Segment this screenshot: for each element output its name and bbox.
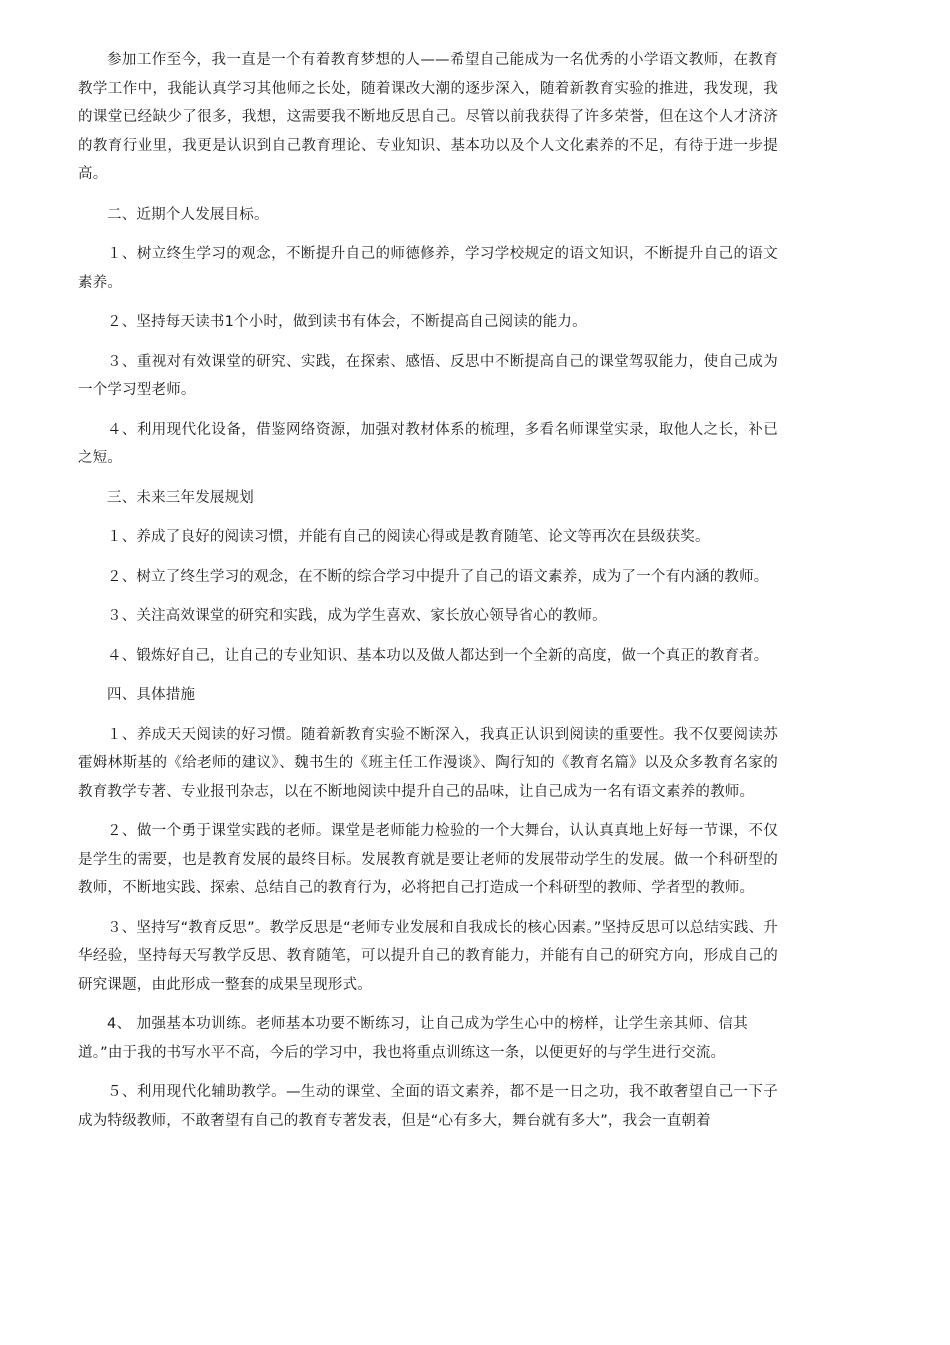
goal-item-2: ２、坚持每天读书1个小时，做到读书有体会，不断提高自己阅读的能力。 [107,314,587,330]
measure-item-2: ２、做一个勇于课堂实践的老师。课堂是老师能力检验的一个大舞台，认认真真地上好每一节课，不仅是学生的需要，也是教育发展的最终目标。发展教育就是要让老师的发展带动学生的发展。做一个科研型的教师，不断地实践、探索、总结自己的教育行为，必将把自己打造成一个科研型的教师、学者型的教师。 [78,823,778,896]
measure-item-5: ５、利用现代化辅助教学。—生动的课堂、全面的语文素养，都不是一日之功，我不敢奢望自己一下子成为特级教师，不敢奢望有自己的教育专著发表，但是“心有多大，舞台就有多大”，我会一直朝着 [78,1084,778,1129]
measure-item-4: 4、 加强基本功训练。老师基本功要不断练习，让自己成为学生心中的榜样，让学生亲其师、信其道。”由于我的书写水平不高，今后的学习中，我也将重点训练这一条，以便更好的与学生进行交流。 [78,1016,748,1061]
plan-item-2: ２、树立了终生学习的观念，在不断的综合学习中提升了自己的语文素养，成为了一个有内涵的教师。 [107,568,769,585]
plan-item-4: ４、锻炼好自己，让自己的专业知识、基本功以及做人都达到一个全新的高度，做一个真正的教育者。 [107,647,769,664]
section-heading-measures: 四、具体措施 [107,687,196,703]
goal-item-1: １、树立终生学习的观念，不断提升自己的师德修养，学习学校规定的语文知识，不断提升自己的语文素养。 [78,246,778,291]
plan-item-3: ３、关注高效课堂的研究和实践，成为学生喜欢、家长放心领导省心的教师。 [107,608,607,624]
document-page [78,46,778,1146]
section-heading-three-year-plan: 三、未来三年发展规划 [107,489,254,506]
intro-paragraph: 参加工作至今，我一直是一个有着教育梦想的人——希望自己能成为一名优秀的小学语文教师，在教育教学工作中，我能认真学习其他师之长处，随着课改大潮的逐步深入，随着新教育实验的推进，我发现，我的课堂已经缺少了很多，我想，这需要我不断地反思自己。尽管以前我获得了许多荣誉，但在这个人才济济的教育行业里，我更是认识到自己教育理论、专业知识、基本功以及个人文化素养的不足，有待于进一步提高。 [78,52,778,182]
measure-item-3: ３、坚持写“教育反思”。教学反思是“老师专业发展和自我成长的核心因素。”坚持反思可以总结实践、升华经验，坚持每天写教学反思、教育随笔，可以提升自己的教育能力，并能有自己的研究方向，形成自己的研究课题，由此形成一整套的成果呈现形式。 [78,919,778,993]
goal-item-4: ４、利用现代化设备，借鉴网络资源，加强对教材体系的梳理，多看名师课堂实录，取他人之长，补已之短。 [78,421,778,466]
goal-item-3: ３、重视对有效课堂的研究、实践，在探索、感悟、反思中不断提高自己的课堂驾驭能力，使自己成为一个学习型老师。 [78,353,778,398]
section-heading-recent-goals: 二、近期个人发展目标。 [107,206,269,223]
plan-item-1: １、养成了良好的阅读习惯，并能有自己的阅读心得或是教育随笔、论文等再次在县级获奖。 [107,529,710,545]
measure-item-1: １、养成天天阅读的好习惯。随着新教育实验不断深入，我真正认识到阅读的重要性。我不仅要阅读苏霍姆林斯基的《给老师的建议》、魏书生的《班主任工作漫谈》、陶行知的《教育名篇》以及众多教育名家的教育教学专著、专业报刊杂志，以在不断地阅读中提升自己的品味，让自己成为一名有语文素养的教师。 [78,726,778,800]
